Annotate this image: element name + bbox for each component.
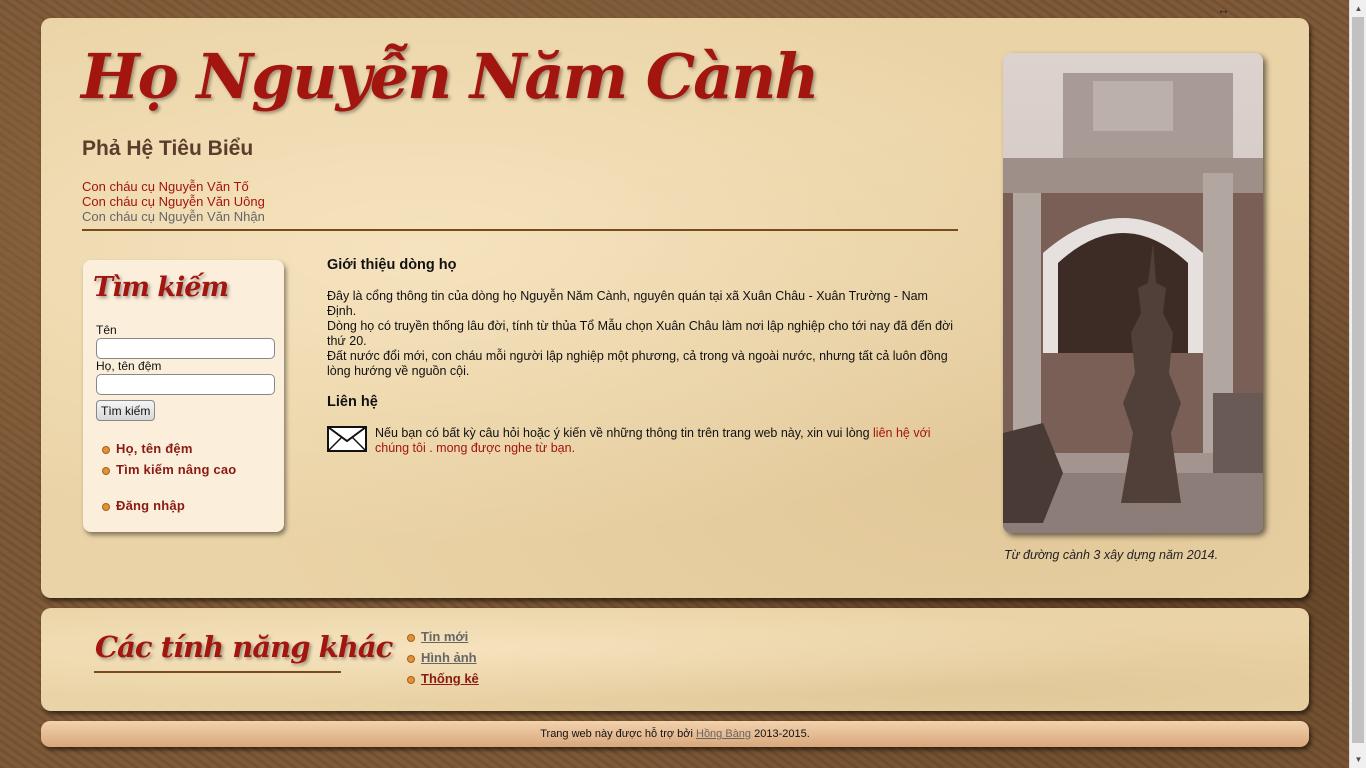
branch-link-nhan[interactable]: Con cháu cụ Nguyễn Văn Nhận	[82, 209, 265, 224]
name-label: Tên	[96, 323, 117, 337]
branch-link-uong[interactable]: Con cháu cụ Nguyễn Văn Uông	[82, 194, 265, 209]
search-title: Tìm kiếm	[93, 272, 229, 303]
header-divider	[82, 229, 958, 231]
sidebar-link-label: Họ, tên đệm	[116, 441, 193, 456]
bullet-icon	[102, 503, 110, 511]
branch-link-to[interactable]: Con cháu cụ Nguyễn Văn Tố	[82, 179, 249, 194]
search-button[interactable]: Tìm kiếm	[96, 400, 155, 421]
feature-link-label: Thống kê	[421, 671, 479, 686]
intro-paragraph: Đây là cổng thông tin của dòng họ Nguyễn Năm Cành, nguyên quán tại xã Xuân Châu - Xuân Trường - Nam Định.	[327, 289, 928, 318]
sidebar-link-label: Tìm kiếm nâng cao	[116, 462, 237, 477]
footer-text-before: Trang web này được hỗ trợ bởi	[540, 728, 696, 740]
feature-link-statistics[interactable]	[407, 668, 479, 689]
site-title: Họ Nguyễn Năm Cành	[81, 40, 818, 113]
scroll-thumb[interactable]	[1352, 17, 1364, 743]
contact-text-after: . mong được nghe từ bạn.	[425, 441, 576, 455]
bullet-icon	[407, 634, 415, 642]
scrollbar[interactable]	[1349, 0, 1366, 768]
name-input[interactable]	[96, 338, 275, 359]
resize-icon: ↔	[1217, 2, 1230, 17]
features-title: Các tính năng khác	[95, 630, 393, 664]
subtitle: Phả Hệ Tiêu Biểu	[82, 137, 254, 160]
intro-heading: Giới thiệu dòng họ	[327, 257, 457, 273]
bullet-icon	[407, 655, 415, 663]
search-box	[83, 260, 284, 532]
bullet-icon	[407, 676, 415, 684]
bullet-icon	[102, 446, 110, 454]
feature-link-label: Hình ảnh	[421, 650, 477, 665]
scroll-up-icon[interactable]: ▲	[1354, 4, 1363, 13]
sidebar-link-advanced-search[interactable]	[102, 462, 236, 477]
branch-links	[82, 179, 265, 224]
mail-icon	[327, 426, 367, 452]
feature-link-label: Tin mới	[421, 629, 469, 644]
intro-paragraph: Đất nước đổi mới, con cháu mỗi người lập nghiệp một phương, cả trong và ngoài nước, nhưng tất cả luôn đồng lòng hướng về nguồn cội.	[327, 349, 948, 378]
surname-input[interactable]	[96, 374, 275, 395]
photo-caption: Từ đường cành 3 xây dựng năm 2014.	[1004, 548, 1219, 562]
footer-text-after: 2013-2015.	[751, 728, 810, 740]
intro-text	[327, 289, 959, 379]
sidebar-link-login[interactable]	[102, 498, 185, 513]
sidebar-link-label: Đăng nhập	[116, 498, 185, 513]
main-panel	[41, 18, 1309, 598]
feature-link-news[interactable]	[407, 626, 479, 647]
contact-heading: Liên hệ	[327, 394, 378, 410]
bullet-icon	[102, 467, 110, 475]
footer-link[interactable]: Hồng Bàng	[696, 728, 752, 740]
contact-text-before: Nếu bạn có bất kỳ câu hỏi hoặc ý kiến về những thông tin trên trang web này, xin vui lòng	[375, 426, 874, 440]
features-list	[407, 626, 479, 689]
sidebar-link-surname[interactable]	[102, 441, 193, 456]
contact-text	[375, 426, 959, 456]
temple-photo	[1003, 53, 1263, 533]
features-divider	[94, 671, 341, 673]
surname-label: Họ, tên đệm	[96, 359, 162, 373]
features-panel	[41, 608, 1309, 711]
intro-paragraph: Dòng họ có truyền thống lâu đời, tính từ thủa Tổ Mẫu chọn Xuân Châu làm nơi lập nghiệp cho tới nay đã đến đời thứ 20.	[327, 319, 954, 348]
scroll-down-icon[interactable]: ▼	[1354, 755, 1363, 764]
footer	[41, 721, 1309, 747]
contact-link[interactable]: liên hệ với chúng tôi	[375, 426, 931, 455]
feature-link-images[interactable]	[407, 647, 479, 668]
